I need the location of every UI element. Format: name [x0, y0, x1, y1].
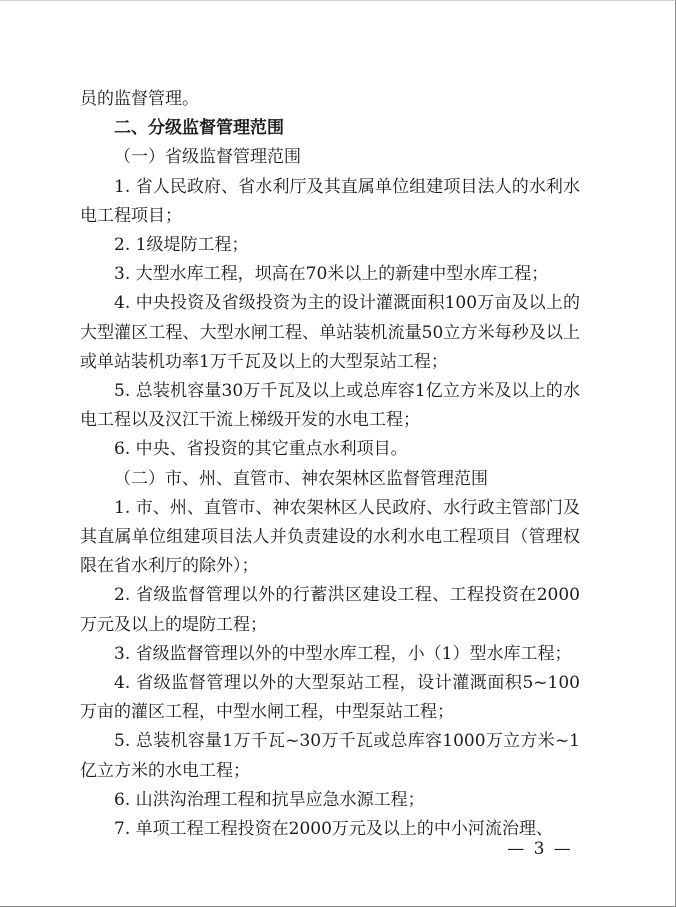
- list-item: 7. 单项工程工程投资在2000万元及以上的中小河流治理、: [114, 819, 553, 840]
- list-item: 1. 省人民政府、省水利厅及其直属单位组建项目法人的水利水电工程项目；: [80, 176, 580, 226]
- list-item: 4. 中央投资及省级投资为主的设计灌溉面积100万亩及以上的大型灌区工程、大型水闸工程、单站装机流量50立方米每秒及以上或单站装机功率1万千瓦及以上的大型泵站工程；: [80, 293, 580, 372]
- list-item: 2. 省级监督管理以外的行蓄洪区建设工程、工程投资在2000万元及以上的堤防工程；: [80, 585, 580, 635]
- list-item: 3. 省级监督管理以外的中型水库工程，小（1）型水库工程；: [114, 643, 572, 664]
- document-body: [80, 85, 580, 844]
- list-item: 5. 总装机容量30万千瓦及以上或总库容1亿立方米及以上的水电工程以及汉江干流上梯级开发的水电工程；: [80, 381, 580, 431]
- paragraph-1: 员的监督管理。: [80, 89, 199, 109]
- list-item: 5. 总装机容量1万千瓦~30万千瓦或总库容1000万立方米~1亿立方米的水电工程；: [80, 731, 580, 781]
- list-item: 4. 省级监督管理以外的大型泵站工程，设计灌溉面积5~100万亩的灌区工程，中型水闸工程，中型泵站工程；: [80, 673, 580, 723]
- subsection-heading-provincial: （一）省级监督管理范围: [114, 147, 301, 168]
- section-heading: 二、分级监督管理范围: [114, 118, 284, 139]
- list-item: 1. 市、州、直管市、神农架林区人民政府、水行政主管部门及其直属单位组建项目法人并负责建设的水利水电工程项目（管理权限在省水利厅的除外）；: [80, 497, 580, 577]
- subsection-heading-municipal: （二）市、州、直管市、神农架林区监督管理范围: [114, 468, 488, 489]
- list-item: 2. 1级堤防工程；: [114, 235, 249, 256]
- list-item: 6. 山洪沟治理工程和抗旱应急水源工程；: [114, 789, 425, 810]
- list-item: 6. 中央、省投资的其它重点水利项目。: [114, 439, 408, 460]
- list-item: 3. 大型水库工程，坝高在70米以上的新建中型水库工程；: [114, 264, 549, 285]
- page-number: — 3 —: [507, 839, 573, 859]
